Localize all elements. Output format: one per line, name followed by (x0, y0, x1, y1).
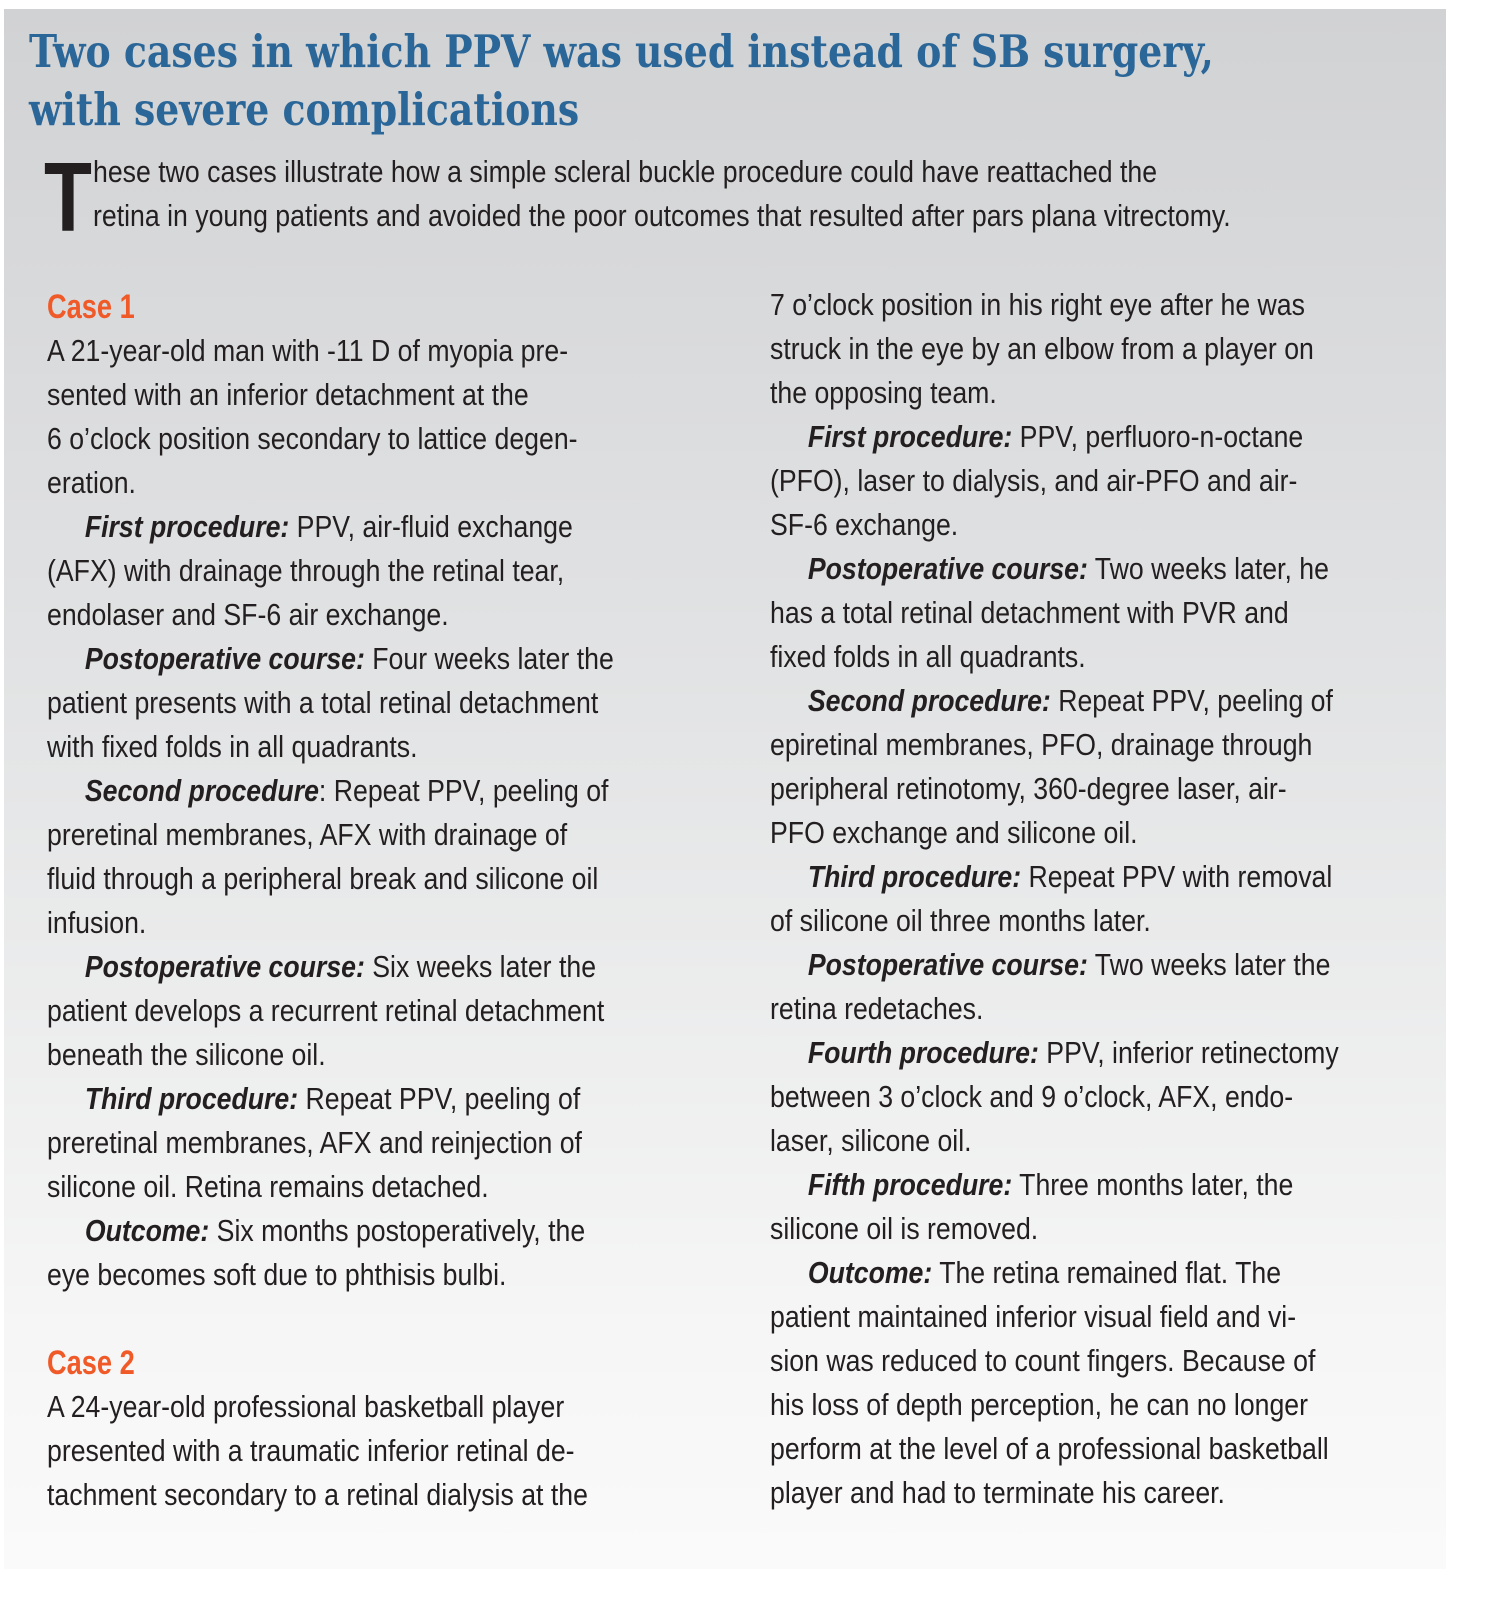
left-column (47, 285, 706, 1517)
paragraph-first-line (47, 505, 614, 549)
text-line: the opposing team. (770, 375, 997, 410)
intro-line: hese two cases illustrate how a simple scleral buckle procedure could have reattached the (93, 154, 1158, 189)
case-heading: Case 1 (47, 288, 135, 326)
line-text: Repeat PPV, peeling of (1050, 683, 1333, 718)
text-line: sion was reduced to count fingers. Because of (770, 1343, 1316, 1378)
section-label: Outcome: (84, 1213, 210, 1248)
case-heading: Case 2 (47, 1344, 135, 1382)
text-line: player and had to terminate his career. (770, 1475, 1225, 1510)
section-label: Postoperative course: (807, 551, 1088, 586)
line-text: PPV, perfluoro-n-octane (1012, 419, 1304, 454)
box-title (29, 23, 1214, 139)
text-line: SF-6 exchange. (770, 507, 959, 542)
line-text: Two weeks later, he (1087, 551, 1329, 586)
section-label: Outcome: (807, 1255, 933, 1290)
text-line: patient develops a recurrent retinal detachment (47, 993, 605, 1028)
text-line: patient presents with a total retinal detachment (47, 685, 599, 720)
text-line: laser, silicone oil. (770, 1123, 972, 1158)
text-line: patient maintained inferior visual field and vi- (770, 1299, 1297, 1334)
paragraph-first-line (47, 1077, 614, 1121)
paragraph-first-line (770, 855, 1339, 899)
section-label: Postoperative course: (807, 947, 1088, 982)
section-label: Fifth procedure: (807, 1167, 1013, 1202)
paragraph-first-line (770, 1251, 1339, 1295)
paragraph-first-line (770, 1163, 1339, 1207)
text-line: A 24-year-old professional basketball player (47, 1389, 565, 1424)
section-label: First procedure: (807, 419, 1013, 454)
title-line: Two cases in which PPV was used instead of SB surgery, (29, 25, 1214, 78)
line-text: The retina remained flat. The (932, 1255, 1282, 1290)
text-line: preretinal membranes, AFX with drainage of (47, 817, 568, 852)
line-text: : Repeat PPV, peeling of (318, 773, 609, 808)
text-line: 7 o’clock position in his right eye after he was (770, 287, 1305, 322)
section-label: Second procedure: (807, 683, 1051, 718)
text-line: beneath the silicone oil. (47, 1037, 326, 1072)
paragraph-first-line (47, 945, 614, 989)
paragraph-first-line (47, 637, 614, 681)
paragraph-first-line (770, 547, 1339, 591)
text-line (47, 1297, 614, 1341)
text-line: (PFO), laser to dialysis, and air-PFO and air- (770, 463, 1298, 498)
text-line: of silicone oil three months later. (770, 903, 1151, 938)
text-line: 6 o’clock position secondary to lattice degen- (47, 421, 578, 456)
text-line: sented with an inferior detachment at the (47, 377, 529, 412)
text-line: struck in the eye by an elbow from a player on (770, 331, 1314, 366)
text-line: A 21-year-old man with -11 D of myopia pre- (47, 333, 569, 368)
line-text: PPV, air-fluid exchange (289, 509, 573, 544)
line-text: PPV, inferior retinectomy (1038, 1035, 1339, 1070)
line-text: Six months postoperatively, the (209, 1213, 586, 1248)
text-line: peripheral retinotomy, 360-degree laser, air- (770, 771, 1287, 806)
text-line: between 3 o’clock and 9 o’clock, AFX, endo- (770, 1079, 1294, 1114)
paragraph-first-line (770, 679, 1339, 723)
line-text: Four weeks later the (364, 641, 614, 676)
text-line: retina redetaches. (770, 991, 984, 1026)
text-line: presented with a traumatic inferior retinal de- (47, 1433, 575, 1468)
paragraph-first-line (770, 415, 1339, 459)
text-line: fixed folds in all quadrants. (770, 639, 1086, 674)
paragraph-first-line (770, 1031, 1339, 1075)
text-line: with fixed folds in all quadrants. (47, 729, 418, 764)
paragraph-first-line (47, 769, 614, 813)
text-line: fluid through a peripheral break and silicone oil (47, 861, 599, 896)
text-line: tachment secondary to a retinal dialysis at the (47, 1477, 588, 1512)
intro-line: retina in young patients and avoided the poor outcomes that resulted after pars plana vitrectomy. (93, 198, 1231, 233)
text-line: infusion. (47, 905, 147, 940)
text-line: eye becomes soft due to phthisis bulbi. (47, 1257, 507, 1292)
section-label: Third procedure: (84, 1081, 299, 1116)
section-label: Postoperative course: (84, 949, 365, 984)
line-text: Repeat PPV with removal (1021, 859, 1333, 894)
right-column (770, 283, 1431, 1515)
section-label: Third procedure: (807, 859, 1022, 894)
section-label: Second procedure (84, 773, 319, 808)
line-text: Repeat PPV, peeling of (298, 1081, 581, 1116)
text-line: preretinal membranes, AFX and reinjection of (47, 1125, 582, 1160)
text-line: PFO exchange and silicone oil. (770, 815, 1138, 850)
line-text: Six weeks later the (364, 949, 597, 984)
drop-cap: T (44, 142, 92, 252)
text-line: his loss of depth perception, he can no longer (770, 1387, 1309, 1422)
section-label: First procedure: (84, 509, 290, 544)
title-line: with severe complications (29, 83, 580, 136)
paragraph-first-line (770, 943, 1339, 987)
intro-paragraph (93, 150, 1231, 238)
text-line: has a total retinal detachment with PVR and (770, 595, 1289, 630)
paragraph-first-line (47, 1209, 614, 1253)
text-line: silicone oil is removed. (770, 1211, 1039, 1246)
text-line: perform at the level of a professional basketball (770, 1431, 1329, 1466)
text-line: endolaser and SF-6 air exchange. (47, 597, 449, 632)
text-line: (AFX) with drainage through the retinal tear, (47, 553, 565, 588)
section-label: Postoperative course: (84, 641, 365, 676)
text-line: eration. (47, 465, 136, 500)
line-text: Two weeks later the (1087, 947, 1331, 982)
text-line: epiretinal membranes, PFO, drainage through (770, 727, 1313, 762)
line-text: Three months later, the (1012, 1167, 1294, 1202)
text-line: silicone oil. Retina remains detached. (47, 1169, 489, 1204)
section-label: Fourth procedure: (807, 1035, 1039, 1070)
